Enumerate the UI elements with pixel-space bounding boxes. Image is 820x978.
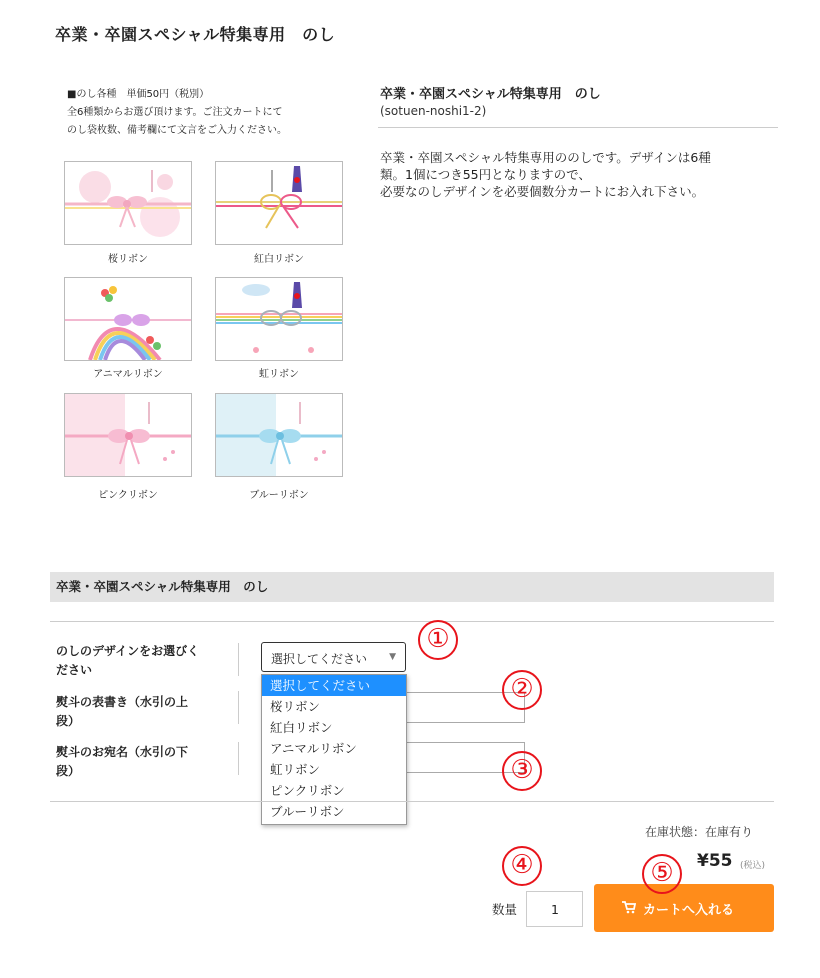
intro-line: のし袋枚数、備考欄にて文言をご入力ください。 <box>67 125 287 136</box>
add-to-cart-label: カートへ入れる <box>643 903 735 918</box>
design-caption: 桜リボン <box>108 254 148 265</box>
design-select-label <box>56 642 236 680</box>
stock-status: 在庫状態：在庫有り <box>645 825 754 839</box>
dropdown-option[interactable]: ブルーリボン <box>270 804 345 819</box>
pink-ribbon-image <box>64 393 192 477</box>
lower-text-label <box>56 743 236 781</box>
divider <box>378 127 778 128</box>
select-value: 選択してください <box>271 652 368 666</box>
blue-ribbon-image <box>215 393 343 477</box>
label-line: 熨斗の表書き（水引の上 <box>56 695 189 709</box>
page-title: 卒業・卒園スペシャル特集専用 のし <box>55 25 336 44</box>
label-line: 段） <box>56 764 81 778</box>
description-line: 類。1個につき55円となりますので、 <box>380 167 591 182</box>
product-code: (sotuen-noshi1-2) <box>380 104 487 118</box>
cart-icon <box>622 901 636 918</box>
dropdown-option[interactable]: アニマルリボン <box>270 741 357 756</box>
annotation-marker: ③ <box>502 751 542 791</box>
divider <box>50 621 774 622</box>
divider <box>238 691 239 724</box>
animal-ribbon-image <box>64 277 192 361</box>
dropdown-option[interactable]: 虹リボン <box>270 762 321 777</box>
price-tax-note: (税込) <box>740 861 766 871</box>
product-description <box>380 149 780 200</box>
label-line: ださい <box>56 663 93 677</box>
design-dropdown-list <box>261 674 407 825</box>
intro-text <box>67 86 317 140</box>
description-line: 必要なのしデザインを必要個数分カートにお入れ下さい。 <box>380 184 705 199</box>
upper-text-label <box>56 693 236 731</box>
annotation-marker: ⑤ <box>642 854 682 894</box>
price: ¥55 <box>697 851 733 871</box>
add-to-cart-button[interactable] <box>594 884 774 932</box>
dropdown-option[interactable]: 選択してください <box>262 675 406 696</box>
dropdown-option[interactable]: 桜リボン <box>270 699 321 714</box>
kouhaku-ribbon-image <box>215 161 343 245</box>
divider <box>238 643 239 676</box>
design-caption: アニマルリボン <box>93 369 163 380</box>
divider <box>238 742 239 775</box>
annotation-marker: ① <box>418 620 458 660</box>
chevron-down-icon: ▼ <box>389 652 396 662</box>
design-caption: 虹リボン <box>259 369 299 380</box>
quantity-value: 1 <box>551 902 559 917</box>
annotation-marker: ④ <box>502 846 542 886</box>
divider <box>50 801 774 802</box>
design-select[interactable] <box>261 642 406 672</box>
design-caption: ブルーリボン <box>249 490 309 501</box>
label-line: のしのデザインをお選びく <box>56 644 200 658</box>
design-caption: 紅白リボン <box>254 254 304 265</box>
label-line: 熨斗のお宛名（水引の下 <box>56 745 189 759</box>
sakura-ribbon-image <box>64 161 192 245</box>
product-name: 卒業・卒園スペシャル特集専用 のし <box>380 87 601 102</box>
quantity-label: 数量 <box>492 902 518 917</box>
design-caption: ピンクリボン <box>98 490 158 501</box>
label-line: 段） <box>56 714 81 728</box>
dropdown-option[interactable]: ピンクリボン <box>270 783 345 798</box>
dropdown-option[interactable]: 紅白リボン <box>270 720 333 735</box>
niji-ribbon-image <box>215 277 343 361</box>
annotation-marker: ② <box>502 670 542 710</box>
intro-line: 全6種類からお選び頂けます。ご注文カートにて <box>67 107 283 118</box>
quantity-input[interactable] <box>526 891 583 927</box>
intro-line: ■のし各種 単価50円（税別） <box>67 89 210 100</box>
options-section-title: 卒業・卒園スペシャル特集専用 のし <box>56 579 269 594</box>
description-line: 卒業・卒園スペシャル特集専用ののしです。デザインは6種 <box>380 150 711 165</box>
